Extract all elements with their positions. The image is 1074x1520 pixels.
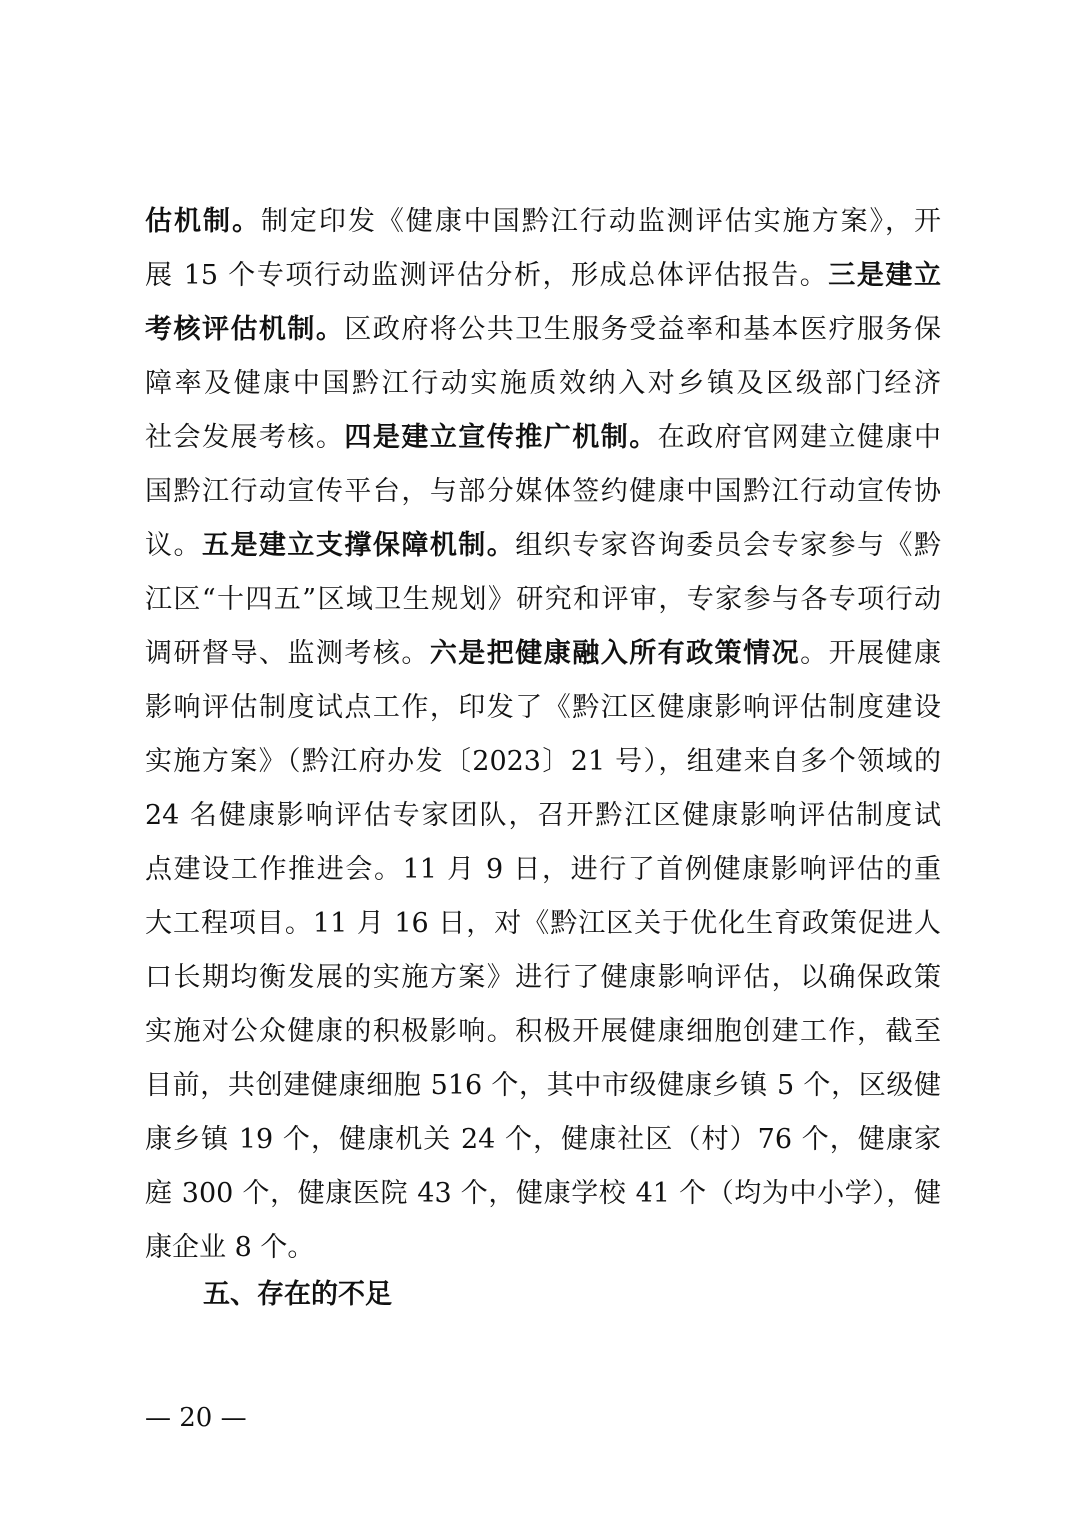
text-line: [145, 843, 941, 897]
text-line: [145, 897, 941, 951]
text-run: 点建设工作推进会。11 月 9 日，进行了首例健康影响评估的重: [145, 854, 941, 885]
text-run: 议。: [145, 530, 202, 561]
text-run: 康企业 8 个。: [145, 1232, 315, 1263]
text-run: 社会发展考核。: [145, 422, 345, 453]
text-run: 调研督导、监测考核。: [145, 638, 430, 669]
text-line: [145, 951, 941, 1005]
text-line: [145, 357, 941, 411]
text-line: [145, 627, 941, 681]
bold-text: 六是把健康融入所有政策情况: [429, 638, 801, 669]
text-line: [145, 195, 941, 249]
text-line: [145, 789, 941, 843]
body-paragraph: [145, 195, 941, 1275]
bold-text: 估机制。: [145, 206, 261, 237]
text-run: 制定印发《健康中国黔江行动监测评估实施方案》，开: [260, 206, 942, 237]
text-line: [145, 1005, 941, 1059]
text-run: 实施方案》（黔江府办发〔2023〕21 号），组建来自多个领域的: [145, 746, 941, 777]
text-run: 目前，共创建健康细胞 516 个，其中市级健康乡镇 5 个，区级健: [145, 1070, 941, 1101]
section-heading: 五、存在的不足: [203, 1279, 392, 1310]
text-run: 影响评估制度试点工作，印发了《黔江区健康影响评估制度建设: [145, 692, 941, 723]
text-line: [145, 1221, 941, 1275]
text-run: 组织专家咨询委员会专家参与《黔: [515, 530, 942, 561]
text-run: 实施对公众健康的积极影响。积极开展健康细胞创建工作，截至: [145, 1016, 941, 1047]
text-line: [145, 411, 941, 465]
bold-text: 四是建立宣传推广机制。: [344, 422, 658, 453]
text-line: [145, 303, 941, 357]
text-line: [145, 249, 941, 303]
text-line: [145, 681, 941, 735]
text-line: [145, 1167, 941, 1221]
text-line: [145, 1059, 941, 1113]
bold-text: 三是建立: [828, 260, 942, 291]
text-run: 在政府官网建立健康中: [657, 422, 942, 453]
text-line: [145, 1113, 941, 1167]
text-line: [145, 735, 941, 789]
text-run: 江区“十四五”区域卫生规划》研究和评审，专家参与各专项行动: [145, 584, 941, 615]
text-run: 24 名健康影响评估专家团队，召开黔江区健康影响评估制度试: [145, 800, 941, 831]
text-line: [145, 573, 941, 627]
text-run: 区政府将公共卫生服务受益率和基本医疗服务保: [344, 314, 942, 345]
bold-text: 考核评估机制。: [145, 314, 345, 345]
page-number: — 20 —: [145, 1403, 247, 1433]
text-line: [145, 519, 941, 573]
bold-text: 五是建立支撑保障机制。: [201, 530, 516, 561]
text-run: 康乡镇 19 个，健康机关 24 个，健康社区（村）76 个，健康家: [145, 1124, 941, 1155]
text-run: 。开展健康: [800, 638, 942, 669]
text-run: 障率及健康中国黔江行动实施质效纳入对乡镇及区级部门经济: [145, 368, 941, 399]
text-line: [145, 465, 941, 519]
text-run: 庭 300 个，健康医院 43 个，健康学校 41 个（均为中小学），健: [145, 1178, 941, 1209]
text-run: 口长期均衡发展的实施方案》进行了健康影响评估，以确保政策: [145, 962, 941, 993]
text-run: 大工程项目。11 月 16 日，对《黔江区关于优化生育政策促进人: [145, 908, 941, 939]
text-run: 展 15 个专项行动监测评估分析，形成总体评估报告。: [145, 260, 829, 291]
text-run: 国黔江行动宣传平台，与部分媒体签约健康中国黔江行动宣传协: [145, 476, 941, 507]
